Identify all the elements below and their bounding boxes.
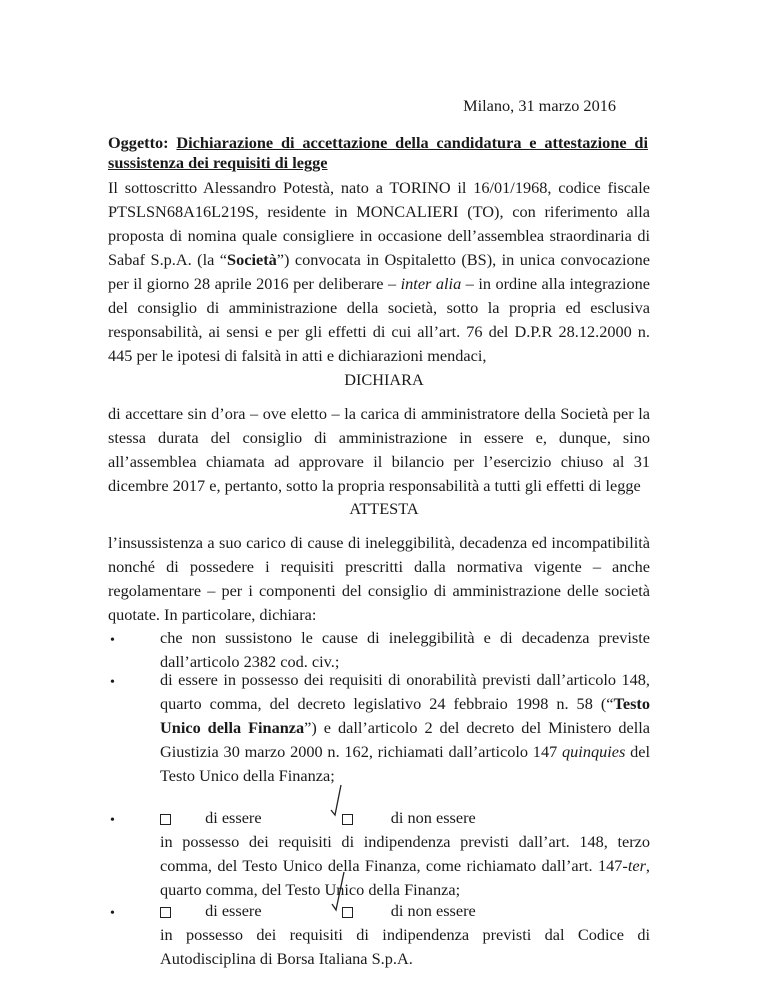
bullet-2: • [110,675,115,690]
handwritten-tick-icon [328,783,344,819]
bullet-4: • [110,906,115,921]
bullet-1: • [110,633,115,648]
bullet-3: • [110,813,115,828]
dichiara-heading: DICHIARA [344,370,424,389]
document-date: Milano, 31 marzo 2016 [463,96,616,115]
attesta-paragraph: l’insussistenza a suo carico di cause di ineleggibilità, decadenza ed incompatibilità nonché di possedere i requisiti prescritti dalla normativa vigente – anche regolamentare – per i componenti del consiglio di amministrazione delle società quotate. In particolare, dichiara: [108,533,650,624]
option-essere-label-2: di essere [205,901,262,920]
dichiara-paragraph: di accettare sin d’ora – ove eletto – la carica di amministratore della Società per la stessa durata del consiglio di amministrazione in essere e, dunque, sino all’assemblea chiamata ad approvare il bilancio per l’esercizio chiuso al 31 dicembre 2017 e, pertanto, sotto la propria responsabilità a tutti gli effetti di legge [108,404,650,495]
item-2-quinquies: quinquies [562,742,626,761]
attesta-heading: ATTESTA [349,499,419,518]
intro-text-a: Il sottoscritto Alessandro Potestà, nato a TORINO il 16/01/1968, codice fiscale PTSLSN68A16L219S, residente in MONCALIERI (TO), con riferimento alla proposta di nomina quale consigliere in occasione dell’assemblea straordinaria di Sabaf S.p.A. (la “ [108,178,650,269]
item-2-text-c: del Testo Unico della Finanza; [160,742,650,785]
item-1: che non sussistono le cause di ineleggibilità e di decadenza previste dall’articolo 2382 cod. civ.; [160,628,650,671]
intro-text-b: ”) convocata in Ospitaletto (BS), in unica convocazione per il giorno 28 aprile 2016 per deliberare – [108,250,651,293]
item-2-tuf: Testo Unico della Finanza [160,694,650,737]
intro-inter-alia: inter alia [400,274,462,293]
subject-title-line2: sussistenza dei requisiti di legge [108,153,328,172]
option-non-essere-label: di non essere [390,808,476,827]
intro-societa: Società [227,250,277,269]
item-3-options [160,806,476,830]
subject-title-line1: Dichiarazione di accettazione della candidatura e attestazione di [176,133,648,152]
item-4: in possesso dei requisiti di indipendenza previsti dal Codice di Autodisciplina di Borsa Italiana S.p.A. [160,925,650,968]
item-3-text-b: , quarto comma, del Testo Unico della Finanza; [160,856,650,899]
item-2 [160,668,650,788]
item-2-text-b: ”) e dall’articolo 2 del decreto del Ministero della Giustizia 30 marzo 2000 n. 162, richiamati dall’articolo 147 [160,718,651,761]
option-essere-label: di essere [205,808,262,827]
item-3-ter: ter [627,856,646,875]
intro-paragraph [108,176,650,368]
item-4-options [160,899,476,923]
checkbox-essere-2[interactable] [160,907,171,918]
checkbox-essere[interactable] [160,814,171,825]
intro-text-c: – in ordine alla integrazione del consiglio di amministrazione della società, sotto la propria ed esclusiva responsabilità, ai sensi e per gli effetti di cui all’art. 76 del D.P.R 28.12.2000 n. 445 per le ipotesi di falsità in atti e dichiarazioni mendaci, [108,274,651,365]
subject-label: Oggetto: [108,133,169,152]
subject-line-2 [108,151,328,175]
handwritten-tick-icon [328,870,348,912]
item-2-text-a: di essere in possesso dei requisiti di onorabilità previsti dall’articolo 148, quarto comma, del decreto legislativo 24 febbraio 1998 n. 58 (“ [160,670,650,713]
item-3-text-a: in possesso dei requisiti di indipendenza previsti dall’art. 148, terzo comma, del Testo Unico della Finanza, come richiamato dall’art. 147- [160,832,650,875]
option-non-essere-label-2: di non essere [390,901,476,920]
item-3 [160,830,650,902]
